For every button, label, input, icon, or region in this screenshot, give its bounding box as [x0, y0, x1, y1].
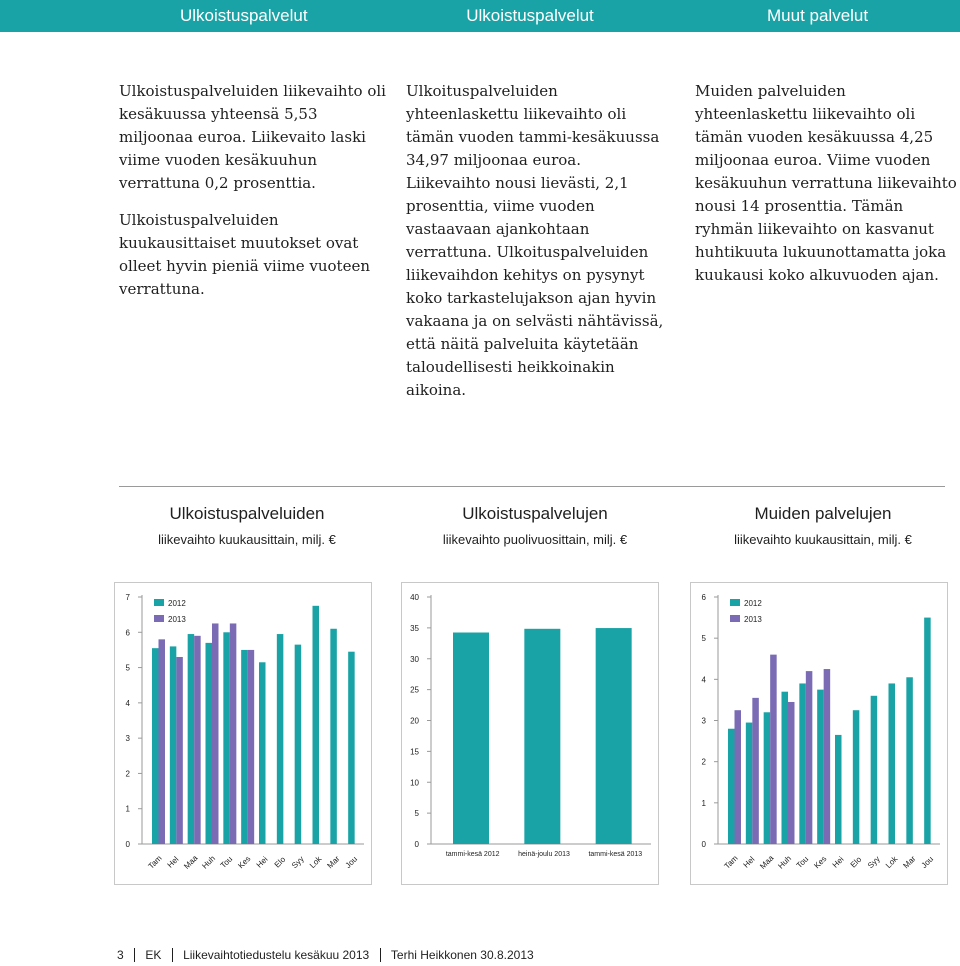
bar — [735, 710, 742, 844]
y-tick-label: 5 — [414, 809, 419, 819]
bar-chart-ulkoistus-monthly — [114, 582, 372, 885]
x-tick-label: Elo — [848, 854, 864, 870]
x-tick-label: Huh — [200, 853, 218, 871]
legend-swatch — [154, 615, 164, 622]
x-tick-label: Tou — [794, 854, 811, 870]
bar — [817, 690, 823, 844]
legend-swatch — [730, 599, 740, 606]
y-tick-label: 1 — [701, 798, 706, 808]
x-tick-label: Mar — [901, 854, 918, 871]
bar — [170, 646, 177, 844]
bar-chart-ulkoistus-halfyear — [401, 582, 659, 885]
legend-label: 2013 — [168, 615, 186, 624]
bar — [824, 669, 831, 844]
y-tick-label: 20 — [410, 716, 419, 726]
chart-title-main: Muiden palvelujen — [754, 504, 892, 523]
bar — [277, 634, 284, 844]
footer-divider — [380, 948, 381, 962]
bar — [806, 671, 813, 844]
x-tick-label: Tam — [146, 853, 164, 871]
x-tick-label: tammi-kesä 2012 — [445, 851, 500, 858]
header-section-muut-palvelut — [675, 0, 960, 32]
chart-title-sub: liikevaihto kuukausittain, milj. € — [158, 532, 336, 547]
x-tick-label: Hei — [254, 854, 270, 870]
bar — [764, 712, 771, 844]
bar — [752, 698, 759, 844]
bar — [853, 710, 860, 844]
paragraph: Ulkoistuspalveluiden kuukausittaiset muutokset ovat olleet hyvin pieniä viime vuoteen verrattuna. — [119, 211, 371, 298]
bar — [212, 623, 219, 844]
chart-title-main: Ulkoistuspalveluiden — [169, 504, 325, 523]
bar — [241, 650, 248, 844]
chart-title-3 — [683, 503, 960, 551]
y-tick-label: 3 — [125, 734, 130, 744]
paragraph: Ulkoituspalveluiden yhteenlaskettu liikevaihto oli tämän vuoden tammi-kesäkuussa 34,97 miljoonaa euroa. Liikevaihto nousi lievästi, 2,1 prosenttia, viime vuoden vastaavaan ajankohtaan verrattuna. Ulkoituspalveluiden liikevaihdon kehitys on pysynyt koko tarkastelujakson ajan hyvin vakaana ja on selvästi nähtävissä, että näitä palveluita käytetään taloudellisesti heikkoinakin aikoina. — [406, 82, 664, 399]
x-tick-label: tammi-kesä 2013 — [588, 851, 643, 858]
bar — [295, 645, 302, 844]
x-tick-label: Syy — [865, 854, 882, 871]
bar — [230, 623, 237, 844]
bar — [596, 628, 632, 844]
bar — [524, 629, 560, 844]
chart-title-sub: liikevaihto kuukausittain, milj. € — [734, 532, 912, 547]
x-tick-label: Hel — [165, 854, 181, 870]
text-column-3 — [695, 80, 960, 301]
y-tick-label: 6 — [701, 593, 706, 602]
y-tick-label: 1 — [125, 804, 130, 814]
y-tick-label: 2 — [125, 769, 130, 779]
paragraph: Ulkoistuspalveluiden liikevaihto oli kesäkuussa yhteensä 5,53 miljoonaa euroa. Liikevaito laski viime vuoden kesäkuuhun verrattuna 0,2 prosenttia. — [119, 82, 386, 192]
y-tick-label: 0 — [125, 840, 130, 849]
x-tick-label: Jou — [343, 854, 360, 870]
y-tick-label: 6 — [125, 628, 130, 638]
y-tick-label: 5 — [701, 634, 706, 644]
legend-label: 2013 — [744, 615, 762, 624]
footer-org: EK — [145, 947, 162, 962]
bar — [728, 729, 735, 844]
chart-title-1 — [107, 503, 387, 551]
page-footer — [117, 947, 534, 962]
bar — [176, 657, 183, 844]
x-tick-label: Huh — [776, 853, 794, 871]
y-tick-label: 7 — [125, 593, 130, 602]
header-label: Ulkoistuspalvelut — [466, 6, 594, 25]
x-tick-label: heinä-joulu 2013 — [518, 851, 570, 858]
x-tick-label: Kes — [236, 854, 253, 871]
bar — [194, 636, 201, 844]
y-tick-label: 5 — [125, 663, 130, 673]
legend-label: 2012 — [168, 599, 186, 608]
bar — [259, 662, 266, 844]
bar — [924, 618, 931, 844]
y-tick-label: 4 — [125, 698, 130, 708]
bar — [330, 629, 337, 844]
x-tick-label: Mar — [325, 854, 342, 871]
y-tick-label: 15 — [410, 747, 419, 757]
x-tick-label: Lok — [883, 854, 900, 870]
paragraph: Muiden palveluiden yhteenlaskettu liikevaihto oli tämän vuoden kesäkuussa 4,25 miljoonaa euroa. Viime vuoden kesäkuuhun verrattuna liikevaihto nousi 14 prosenttia. Tämän ryhmän liikevaihto on kasvanut huhtikuuta lukuunottamatta joka kuukausi koko alkuvuoden ajan. — [695, 82, 957, 284]
y-tick-label: 10 — [410, 778, 419, 788]
y-tick-label: 4 — [701, 675, 706, 685]
bar — [889, 683, 896, 844]
x-tick-label: Maa — [758, 853, 776, 871]
legend-label: 2012 — [744, 599, 762, 608]
x-tick-label: Tou — [218, 854, 235, 870]
bar — [871, 696, 878, 844]
bar — [906, 677, 913, 844]
footer-author: Terhi Heikkonen 30.8.2013 — [390, 947, 534, 962]
text-column-2 — [406, 80, 668, 416]
x-tick-label: Syy — [289, 854, 306, 871]
y-tick-label: 30 — [410, 654, 419, 664]
bar — [453, 633, 489, 844]
x-tick-label: Maa — [182, 853, 200, 871]
bar-chart-muut-monthly — [690, 582, 948, 885]
chart-title-2 — [395, 503, 675, 551]
text-column-1 — [119, 80, 387, 315]
footer-divider — [134, 948, 135, 962]
bar — [348, 652, 355, 844]
footer-title: Liikevaihtotiedustelu kesäkuu 2013 — [183, 947, 370, 962]
bar — [248, 650, 255, 844]
y-tick-label: 3 — [701, 716, 706, 726]
bar — [770, 655, 777, 844]
header-label: Muut palvelut — [767, 6, 869, 25]
bar — [746, 723, 753, 844]
bar — [782, 692, 789, 844]
y-tick-label: 0 — [414, 840, 419, 849]
legend-swatch — [730, 615, 740, 622]
y-tick-label: 40 — [410, 593, 419, 602]
chart-title-main: Ulkoistuspalvelujen — [462, 504, 608, 523]
header-label: Ulkoistuspalvelut — [180, 6, 308, 25]
x-tick-label: Elo — [272, 854, 288, 870]
bar — [799, 683, 806, 844]
y-tick-label: 0 — [701, 840, 706, 849]
y-tick-label: 2 — [701, 757, 706, 767]
bar — [223, 632, 230, 844]
header-section-ulkoistuspalvelut-2 — [385, 0, 675, 32]
bar — [206, 643, 213, 844]
y-tick-label: 25 — [410, 685, 419, 695]
x-tick-label: Hei — [830, 854, 846, 870]
section-divider — [119, 486, 945, 487]
bar — [313, 606, 320, 844]
y-tick-label: 35 — [410, 623, 419, 633]
header-section-ulkoistuspalvelut — [0, 0, 385, 32]
bar — [188, 634, 195, 844]
footer-divider — [172, 948, 173, 962]
x-tick-label: Tam — [722, 853, 740, 871]
x-tick-label: Jou — [919, 854, 936, 870]
bar — [788, 702, 795, 844]
x-tick-label: Hel — [741, 854, 757, 870]
bar — [159, 639, 166, 844]
x-tick-label: Kes — [812, 854, 829, 871]
page-number: 3 — [117, 947, 124, 962]
bar — [152, 648, 159, 844]
chart-title-sub: liikevaihto puolivuosittain, milj. € — [442, 532, 628, 547]
x-tick-label: Lok — [307, 854, 324, 870]
legend-swatch — [154, 599, 164, 606]
bar — [835, 735, 842, 844]
